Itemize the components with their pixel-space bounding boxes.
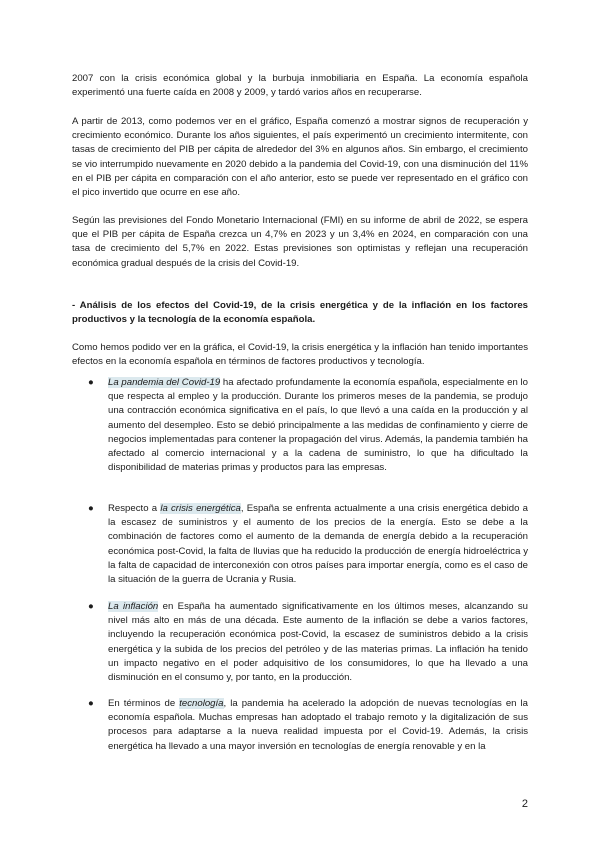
list-item <box>72 376 528 475</box>
bullet-icon: ● <box>88 601 94 612</box>
list-item-text <box>108 502 528 587</box>
list-item <box>72 502 528 587</box>
paragraph-intro-2007: 2007 con la crisis económica global y la burbuja inmobiliaria en España. La economía española experimentó una fuerte caída en 2008 y 2009, y tardó varios años en recuperarse. <box>72 73 528 99</box>
paragraph-imf-forecast: Según las previsiones del Fondo Monetario Internacional (FMI) en su informe de abril de 2022, se espera que el PIB per cápita de España crezca un 4,7% en 2023 y un 3,4% en 2024, en comparación con una tasa de crecimiento del 5,7% en 2022. Estas previsiones son optimistas y reflejan una recuperación económica gradual después de la crisis del Covid-19. <box>72 215 528 269</box>
list-item <box>72 697 528 754</box>
paragraph-section-intro: Como hemos podido ver en la gráfica, el Covid-19, la crisis energética y la inflación han tenido importantes efectos en la economía española en términos de factores productivos y tecnología. <box>72 342 528 368</box>
list-item-text <box>108 376 528 475</box>
list-item <box>72 600 528 685</box>
list-item-body: ha afectado profundamente la economía española, especialmente en lo que respecta al empleo y la producción. Durante los primeros meses de la pandemia, se produjo una contracción económica significativa en el país, lo que llevó a una caída en la producción y al aumento del desempleo. Esto se debió principalmente a las medidas de confinamiento y cierre de negocios implementadas para contener la propagación del virus. Además, la pandemia también ha afectado al comercio internacional y a la cadena de suministro, lo que ha dificultado la disponibilidad de materias primas y productos para las empresas. <box>108 377 528 474</box>
section-heading: - Análisis de los efectos del Covid-19, de la crisis energética y de la inflación en los factores productivos y la tecnología de la economía española. <box>72 300 528 326</box>
list-item-text <box>108 600 528 685</box>
list-item-highlight: tecnología <box>179 698 224 709</box>
list-item-body: , la pandemia ha acelerado la adopción de nuevas tecnologías en la economía española. Muchas empresas han adoptado el trabajo remoto y la digitalización de sus procesos para adaptarse a la nueva realidad impuesta por el Covid-19. Además, la crisis energética ha llevado a una mayor inversión en tecnologías de energía renovable y en la <box>108 698 528 752</box>
bullet-icon: ● <box>88 503 94 514</box>
list-item-body: , España se enfrenta actualmente a una crisis energética debido a la escasez de suministros y el aumento de los precios de la energía. Esto se debe a la combinación de factores como el aumento de la demanda de energía debido a la recuperación económica post-Covid, la falta de lluvias que ha reducido la producción de energía hidroeléctrica y la falta de capacidad de interconexión con otros países para importar energía, como es el caso de la situación de la guerra de Ucrania y Rusia. <box>108 503 528 586</box>
list-item-text <box>108 697 528 754</box>
list-item-highlight: La pandemia del Covid-19 <box>108 377 221 388</box>
bullet-icon: ● <box>88 377 94 388</box>
page-number: 2 <box>521 798 528 810</box>
bullet-icon: ● <box>88 698 94 709</box>
list-item-pre: Respecto a <box>108 503 161 514</box>
list-item-highlight: La inflación <box>108 601 159 612</box>
list-item-pre: En términos de <box>108 698 180 709</box>
paragraph-recovery-2013: A partir de 2013, como podemos ver en el gráfico, España comenzó a mostrar signos de recuperación y crecimiento económico. Durante los años siguientes, el país experimentó un crecimiento intermitente, con tasas de crecimiento del PIB per cápita de alrededor del 3% en algunos años. Sin embargo, el crecimiento se vio interrumpido nuevamente en 2020 debido a la pandemia del Covid-19, con una disminución del 11% en el PIB per cápita en comparación con el año anterior, esto se puede ver representado en el gráfico con el pico invertido que ocurre en ese año. <box>72 116 528 199</box>
list-item-highlight: la crisis energética <box>160 503 241 514</box>
list-item-body: en España ha aumentado significativamente en los últimos meses, alcanzando su nivel más alto en más de una década. Este aumento de la inflación se debe a varios factores, incluyendo la recuperación económica post-Covid, la escasez de suministros debido a la crisis energética y la subida de los precios del petróleo y de las materias primas. La inflación ha tenido un impacto negativo en el poder adquisitivo de los consumidores, lo que ha llevado a una disminución en el consumo y, por tanto, en la producción. <box>108 601 528 684</box>
